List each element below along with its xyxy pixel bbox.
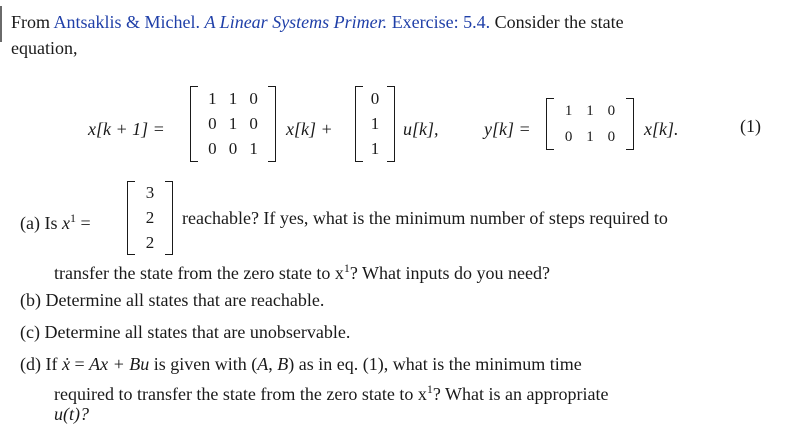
part-d-line-2: [54, 378, 608, 405]
matrix-cell: 1: [208, 88, 217, 108]
part-d-B: B: [277, 354, 289, 374]
citation-book[interactable]: A Linear Systems Primer.: [204, 12, 388, 32]
bracket-right: [268, 86, 276, 162]
matrix-cell: 1: [228, 88, 238, 108]
matrix-cell: 0: [607, 103, 616, 119]
matrix-cell: 1: [249, 139, 258, 159]
part-b-text: (b) Determine all states that are reachable.: [20, 290, 325, 310]
part-d-line-3: u(t)?: [54, 404, 89, 424]
matrix-cell: 2: [145, 208, 155, 227]
part-a-text: reachable? If yes, what is the minimum number of steps required to: [182, 208, 668, 228]
part-d-given: is given with (: [149, 354, 258, 374]
equation-uk: u[k],: [403, 119, 439, 139]
equation-number: (1): [740, 116, 761, 136]
part-d-line2-end: ? What is an appropriate: [432, 384, 609, 404]
bracket-right: [626, 98, 634, 150]
part-d-line-1: [20, 353, 582, 375]
bracket-right: [165, 181, 173, 255]
matrix-cell: 1: [586, 129, 594, 145]
part-a-line2-end: ? What inputs do you need?: [349, 263, 551, 283]
citation-authors[interactable]: Antsaklis & Michel.: [53, 12, 201, 32]
equation-xk-plus: x[k] +: [286, 119, 333, 139]
bracket-right: [387, 86, 395, 162]
intro-rest: Consider the state: [490, 12, 624, 32]
intro-line-1: [11, 11, 624, 33]
equation-lhs: x[k + 1] =: [88, 119, 165, 139]
part-a-eq: =: [75, 213, 91, 233]
matrix-cell: 0: [607, 129, 616, 145]
left-margin-bar: [0, 6, 2, 42]
matrix-C: [546, 98, 634, 150]
matrix-cell: 1: [228, 114, 238, 133]
matrix-cell: 1: [586, 103, 594, 119]
part-a-line2-text: transfer the state from the zero state to x: [54, 263, 344, 283]
part-d-expr: Ax + Bu: [89, 354, 150, 374]
matrix-cell: 1: [370, 139, 380, 159]
matrix-cell: 0: [249, 114, 258, 133]
part-a-line2-sup: 1: [343, 261, 350, 275]
part-d-A: A: [257, 354, 269, 374]
part-d-label: (d) If: [20, 354, 62, 374]
bracket-left: [355, 86, 363, 162]
part-c-text: (c) Determine all states that are unobservable.: [20, 322, 351, 342]
matrix-cell: 0: [249, 88, 258, 108]
matrix-cell: 0: [208, 114, 217, 133]
part-a-lead: [20, 207, 91, 234]
matrix-cell: 1: [564, 103, 573, 119]
matrix-cell: 0: [208, 139, 217, 159]
part-d-xdot: ẋ: [61, 354, 70, 374]
part-d-line2-text: required to transfer the state from the zero state to x: [54, 384, 427, 404]
citation-exercise[interactable]: Exercise: 5.4.: [391, 12, 491, 32]
intro-prefix: From: [11, 12, 54, 32]
part-a-label: (a) Is: [20, 213, 62, 233]
part-d-eq: =: [69, 354, 90, 374]
matrix-cell: 2: [145, 232, 155, 252]
matrix-cell: 0: [564, 129, 573, 145]
bracket-left: [190, 86, 198, 162]
part-d-rest: ) as in eq. (1), what is the minimum time: [288, 354, 582, 374]
part-a-sup: 1: [69, 211, 76, 225]
equation-yk: y[k] =: [484, 119, 531, 139]
part-d-comma: ,: [268, 354, 278, 374]
intro-line-2: equation,: [11, 38, 78, 58]
bracket-left: [546, 98, 554, 150]
part-a-var: x: [61, 213, 70, 233]
matrix-cell: 0: [228, 139, 238, 159]
part-a-line-2: [54, 257, 550, 284]
part-d-line2-sup: 1: [426, 382, 433, 396]
matrix-cell: 1: [370, 114, 380, 133]
vector-x1: [127, 181, 173, 255]
matrix-B: [355, 86, 395, 162]
equation-xk-end: x[k].: [644, 119, 679, 139]
matrix-cell: 3: [145, 183, 155, 203]
matrix-A: [190, 86, 276, 162]
matrix-cell: 0: [370, 88, 380, 108]
bracket-left: [127, 181, 135, 255]
